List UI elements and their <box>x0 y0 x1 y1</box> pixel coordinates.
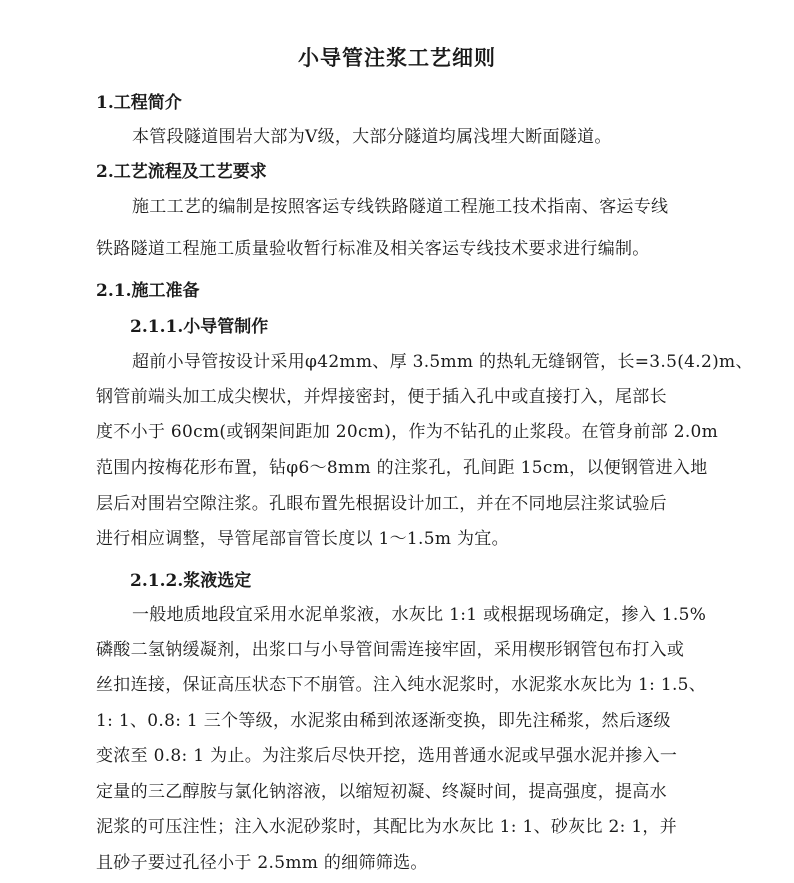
section-heading-2-1: 2.1.施工准备 <box>96 281 200 301</box>
paragraph-line: 层后对围岩空隙注浆。孔眼布置先根据设计加工，并在不同地层注浆试验后 <box>96 494 667 514</box>
section-heading-1: 1.工程简介 <box>96 93 182 113</box>
paragraph-line: 且砂子要过孔径小于 2.5mm 的细筛筛选。 <box>96 853 428 873</box>
paragraph-line: 泥浆的可压注性；注入水泥砂浆时，其配比为水灰比 1: 1、砂灰比 2: 1，并 <box>96 817 678 837</box>
paragraph-line: 施工工艺的编制是按照客运专线铁路隧道工程施工技术指南、客运专线 <box>132 197 669 217</box>
paragraph-line: 一般地质地段宜采用水泥单浆液，水灰比 1:1 或根据现场确定，掺入 1.5% <box>132 605 707 625</box>
section-heading-2-1-1: 2.1.1.小导管制作 <box>130 317 269 337</box>
paragraph-line: 度不小于 60cm(或钢架间距加 20cm)，作为不钻孔的止浆段。在管身前部 2.0m <box>96 422 719 442</box>
paragraph-line: 钢管前端头加工成尖楔状，并焊接密封，便于插入孔中或直接打入，尾部长 <box>96 387 667 407</box>
paragraph-line: 铁路隧道工程施工质量验收暂行标准及相关客运专线技术要求进行编制。 <box>96 239 650 259</box>
paragraph-line: 磷酸二氢钠缓凝剂，出浆口与小导管间需连接牢固，采用楔形钢管包布打入或 <box>96 640 685 660</box>
paragraph-line: 定量的三乙醇胺与氯化钠溶液，以缩短初凝、终凝时间，提高强度，提高水 <box>96 782 667 802</box>
section-heading-2-1-2: 2.1.2.浆液选定 <box>130 571 252 591</box>
paragraph-line: 变浓至 0.8: 1 为止。为注浆后尽快开挖，选用普通水泥或早强水泥并掺入一 <box>96 746 678 766</box>
paragraph-line: 超前小导管按设计采用φ42mm、厚 3.5mm 的热轧无缝钢管，长=3.5(4.2)m、 <box>132 352 753 372</box>
paragraph-line: 本管段隧道围岩大部为Ⅴ级，大部分隧道均属浅埋大断面隧道。 <box>132 127 612 147</box>
paragraph-line: 进行相应调整，导管尾部盲管长度以 1～1.5m 为宜。 <box>96 529 509 549</box>
paragraph-line: 1: 1、0.8: 1 三个等级，水泥浆由稀到浓逐渐变换，即先注稀浆，然后逐级 <box>96 711 671 731</box>
section-heading-2: 2.工艺流程及工艺要求 <box>96 162 267 182</box>
paragraph-line: 范围内按梅花形布置，钻φ6～8mm 的注浆孔，孔间距 15cm，以便钢管进入地 <box>96 458 708 478</box>
paragraph-line: 丝扣连接，保证高压状态下不崩管。注入纯水泥浆时，水泥浆水灰比为 1: 1.5、 <box>96 675 707 695</box>
document-title: 小导管注浆工艺细则 <box>298 45 496 70</box>
